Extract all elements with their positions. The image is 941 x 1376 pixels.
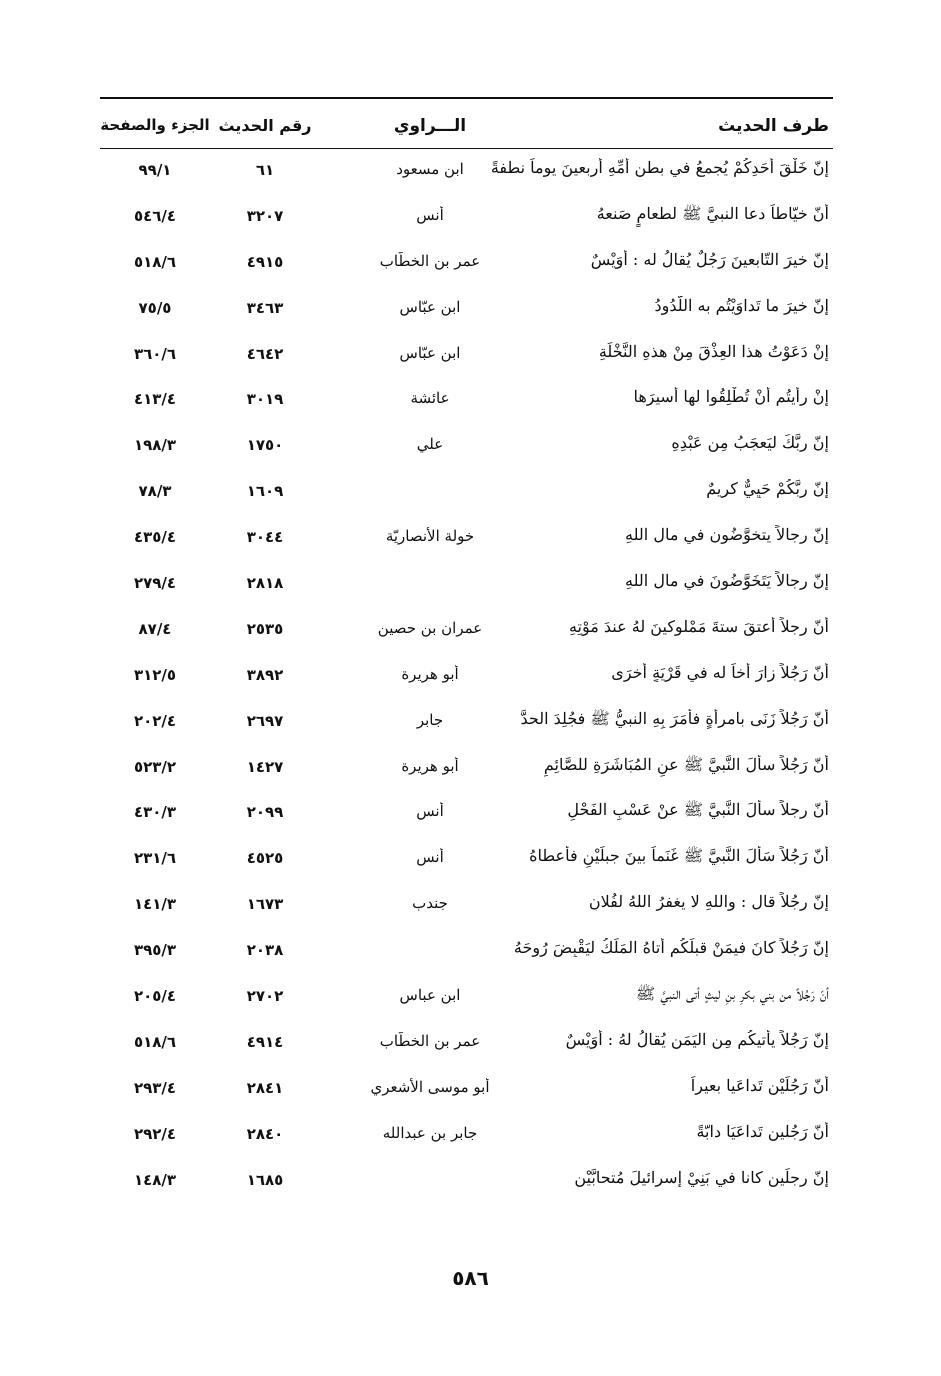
table-row (100, 517, 833, 563)
volume-page: ٩٩/١ (138, 161, 172, 179)
table-row (100, 242, 833, 288)
hadith-text: إنّ رجالاً يتخوَّضُون في مالِ اللهِ (625, 525, 829, 545)
volume-page: ٥٢٣/٢ (133, 757, 177, 776)
header-volume-page: الجزء والصفحة (100, 116, 210, 134)
header-hadith: طرف الحديث (718, 116, 829, 136)
hadith-number: ٢٠٣٨ (246, 941, 284, 960)
volume-page: ٢٠٥/٤ (133, 987, 177, 1006)
volume-page: ٢٠٢/٤ (133, 711, 177, 730)
table-row (100, 563, 833, 609)
hadith-number: ١٦٨٥ (246, 1170, 284, 1189)
narrator: جابر (416, 710, 444, 729)
narrator: عمران بن حصين (377, 618, 483, 637)
table-row (100, 1022, 833, 1068)
narrator: ابن عبّاس (399, 343, 461, 362)
hadith-text: إنّ رِجالاً يَتَخَوَّضُونَ في مالِ اللهِ (625, 571, 829, 591)
narrator: أنس (416, 205, 444, 224)
table-row (100, 288, 833, 334)
hadith-text: إنّ ربَّكُمْ حَيِيٌّ كريمٌ (706, 479, 829, 499)
hadith-text: أنّ رجلاً سألَ النَّبيَّ ﷺ عنْ عَسْبِ الفَحْلِ (567, 800, 829, 820)
narrator: عمر بن الخطّاب (379, 251, 481, 270)
volume-page: ٣١٢/٥ (133, 665, 177, 684)
hadith-number: ١٤٢٧ (246, 757, 284, 776)
narrator: خولة الأنصاريّة (385, 527, 475, 546)
narrator: أبو هريرة (401, 664, 459, 683)
hadith-text: إنّ ربَّكَ ليَعجَبُ مِن عَبْدِهِ (671, 433, 829, 453)
hadith-text: أنّ رَجُلاً من بني بكرِ بنِ ليثٍ أتى النبيَّ ﷺ (635, 984, 829, 1004)
hadith-text: أنّ رَجُلَيْنِ تَداعَيا بعيراً (690, 1075, 829, 1095)
hadith-text: إنّ خيرَ ما تَداوَيْتُم به اللّدُودُ (654, 295, 829, 315)
table-row (100, 792, 833, 838)
volume-page: ٨٧/٤ (138, 619, 172, 638)
volume-page: ٢٩٢/٤ (133, 1124, 177, 1143)
table-row (100, 334, 833, 380)
narrator: جندب (412, 894, 448, 913)
table-body (100, 150, 833, 1205)
hadith-text: أنّ رَجُلاً سَألَ النَّبيَّ ﷺ غَنَماً بينَ جبلَيْنِ فأعطاهُ (529, 846, 829, 866)
volume-page: ١٩٨/٣ (133, 436, 177, 455)
volume-page: ١٤١/٣ (133, 895, 177, 914)
volume-page: ٤٣٥/٤ (133, 528, 177, 547)
top-rule (100, 97, 833, 99)
hadith-text: إنّ رَجُلاً يأتيكُم مِن اليَمَنِ يُقالُ لهُ : أوَيْسٌ (565, 1029, 829, 1049)
narrator: ابن مسعود (396, 160, 464, 178)
table-row (100, 747, 833, 793)
volume-page: ١٤٨/٣ (133, 1170, 177, 1189)
table-row (100, 379, 833, 425)
table-row (100, 701, 833, 747)
volume-page: ٢٣١/٦ (133, 849, 177, 868)
volume-page: ٧٥/٥ (138, 298, 172, 317)
table-header (100, 108, 833, 144)
table-row (100, 1068, 833, 1114)
hadith-text: إنّ رجلَينِ كانا في بَنِيْ إسرائيلَ مُتحابَّيْنِ (574, 1167, 829, 1187)
volume-page: ٢٩٣/٤ (133, 1078, 177, 1097)
hadith-text: إنْ دَعَوْتُ هذا العِذْقَ مِنْ هذهِ النَّخْلَةِ (598, 341, 829, 361)
hadith-number: ٦١ (255, 161, 275, 179)
hadith-text: إنّ خَلْقَ أَحَدِكُمْ يُجمعُ في بطنِ أُمِّهِ أربعينَ يوماً نطفةً (490, 158, 829, 177)
hadith-number: ٢٧٠٢ (246, 987, 284, 1006)
hadith-text: إنْ رأيتُم أنْ تُطْلِقُوا لها أَسيرَها (633, 387, 829, 407)
narrator: أبو موسى الأشعري (370, 1077, 490, 1096)
header-number: رقم الحديث (218, 116, 312, 135)
volume-page: ٧٨/٣ (138, 482, 172, 501)
narrator: ابن عباس (399, 986, 461, 1005)
header-rawi: الـــراوي (393, 116, 467, 136)
hadith-text: إنّ رجُلاً قال : واللهِ لا يغفرُ اللهُ لفُلانٍ (588, 892, 829, 912)
hadith-text: أنّ رَجُلاً زارَ أخاً له في قَرْيَةٍ أُخرَى (611, 662, 829, 682)
narrator: أبو هريرة (401, 756, 459, 775)
table-row (100, 1160, 833, 1206)
volume-page: ٤٣٠/٣ (133, 803, 177, 822)
hadith-number: ٣٠١٩ (246, 390, 284, 409)
hadith-text: أنّ خيّاطاً دعا النبيَّ ﷺ لطعامٍ صَنعهُ (596, 203, 829, 223)
hadith-number: ١٦٠٩ (246, 482, 284, 501)
volume-page: ٣٦٠/٦ (133, 344, 177, 363)
narrator: أنس (416, 848, 444, 867)
table-row (100, 425, 833, 471)
hadith-number: ٢٥٣٥ (246, 619, 284, 638)
hadith-number: ٣٨٩٢ (246, 665, 284, 684)
hadith-number: ٤٦٤٢ (246, 344, 284, 363)
hadith-number: ٣٤٦٣ (246, 298, 284, 317)
table-row (100, 930, 833, 976)
hadith-text: أنّ رَجُلينِ تَداعَيَا دابّةً (696, 1121, 829, 1141)
hadith-number: ٢٦٩٧ (246, 711, 284, 730)
hadith-text: أنّ رَجُلاً سأَلَ النَّبيَّ ﷺ عنِ المُبَاشَرَةِ للصَّائِمِ (543, 754, 829, 774)
narrator: جابر بن عبدالله (382, 1123, 478, 1142)
page-number: ٥٨٦ (452, 1266, 489, 1290)
volume-page: ٤١٣/٤ (133, 390, 177, 409)
hadith-text: إنّ رَجُلاً كانَ فيمَنْ قبلَكُم أتاهُ المَلَكُ ليَقْبِضَ رُوحَهُ (513, 938, 829, 958)
hadith-text: إنّ خيرَ التّابعينَ رَجُلٌ يُقالُ له : أُوَيْسٌ (590, 249, 829, 269)
table-row (100, 838, 833, 884)
hadith-number: ٢٨١٨ (246, 574, 284, 593)
table-row (100, 150, 833, 196)
table-row (100, 471, 833, 517)
volume-page: ٥١٨/٦ (133, 1032, 177, 1051)
narrator: علي (416, 435, 444, 454)
hadith-number: ٢٠٩٩ (246, 803, 284, 822)
hadith-number: ١٦٧٣ (246, 895, 284, 914)
volume-page: ٥٤٦/٤ (133, 206, 177, 225)
narrator: عمر بن الخطّاب (379, 1031, 481, 1050)
hadith-number: ٤٩١٥ (246, 252, 284, 271)
hadith-text: أنّ رجلاً أعتقَ ستةَ مَمْلوكينَ لهُ عندَ مَوْتِهِ (568, 616, 829, 636)
hadith-number: ٢٨٤١ (246, 1078, 284, 1097)
hadith-number: ٤٥٢٥ (246, 849, 284, 868)
hadith-number: ٢٨٤٠ (246, 1124, 284, 1143)
narrator: ابن عبّاس (399, 297, 461, 316)
narrator: أنس (416, 802, 444, 821)
hadith-number: ٤٩١٤ (246, 1032, 284, 1051)
table-row (100, 609, 833, 655)
volume-page: ٣٩٥/٣ (133, 941, 177, 960)
narrator: عائشة (410, 389, 450, 408)
hadith-number: ٣٠٤٤ (246, 528, 284, 547)
hadith-number: ١٧٥٠ (246, 436, 284, 455)
table-row (100, 655, 833, 701)
header-rule (100, 148, 833, 149)
hadith-number: ٣٢٠٧ (246, 206, 284, 225)
table-row (100, 976, 833, 1022)
table-row (100, 884, 833, 930)
table-row (100, 196, 833, 242)
volume-page: ٢٧٩/٤ (133, 574, 177, 593)
table-row (100, 1114, 833, 1160)
volume-page: ٥١٨/٦ (133, 252, 177, 271)
hadith-text: أنّ رَجُلاً زَنَى بامرأةٍ فأَمَرَ بِهِ النبيُّ ﷺ فجُلِدَ الحدَّ (520, 708, 829, 728)
